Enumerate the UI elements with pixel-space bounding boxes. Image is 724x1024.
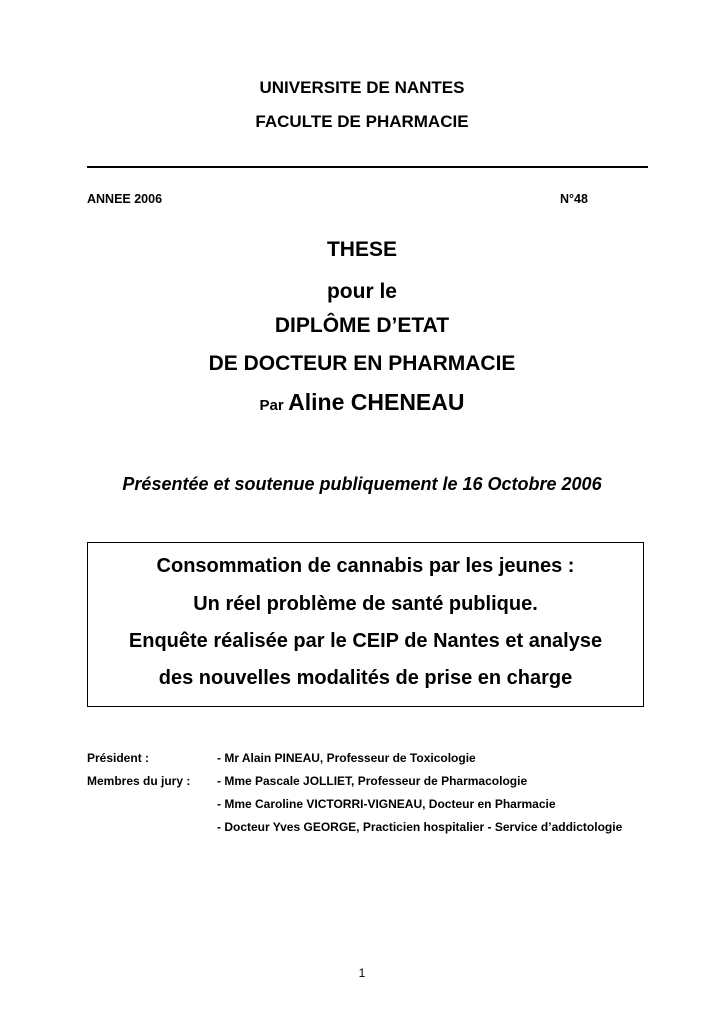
degree-title: DE DOCTEUR EN PHARMACIE [208,352,516,375]
thesis-title-line: Consommation de cannabis par les jeunes : [156,555,575,577]
author-line [0,389,724,416]
thesis-title-line: Un réel problème de santé publique. [193,593,538,615]
thesis-title-line: des nouvelles modalités de prise en charge [158,667,573,689]
jury-member: - Docteur Yves GEORGE, Practicien hospitalier - Service d’addictologie [217,820,623,834]
author-prefix: Par [259,397,284,414]
jury-member: - Mme Caroline VICTORRI-VIGNEAU, Docteur en Pharmacie [217,797,556,811]
thesis-pour-le: pour le [326,280,397,303]
author-name: Aline CHENEAU [288,389,465,415]
jury-member: - Mr Alain PINEAU, Professeur de Toxicologie [217,751,476,765]
thesis-number: N°48 [560,192,588,206]
diploma-title: DIPLÔME D’ETAT [274,314,450,337]
president-label: Président : [87,751,150,765]
jury-member: - Mme Pascale JOLLIET, Professeur de Pharmacologie [217,774,528,788]
page-number: 1 [358,966,366,980]
academic-year: ANNEE 2006 [87,192,163,206]
jury-members-label: Membres du jury : [87,774,191,788]
university-name: UNIVERSITE DE NANTES [259,78,465,97]
defense-date-line: Présentée et soutenue publiquement le 16 Octobre 2006 [122,474,602,494]
thesis-title-line: Enquête réalisée par le CEIP de Nantes et analyse [128,630,603,652]
thesis-heading: THESE [326,238,397,261]
faculty-name: FACULTE DE PHARMACIE [255,112,469,131]
header-divider [87,166,648,168]
thesis-title-box [87,542,644,707]
